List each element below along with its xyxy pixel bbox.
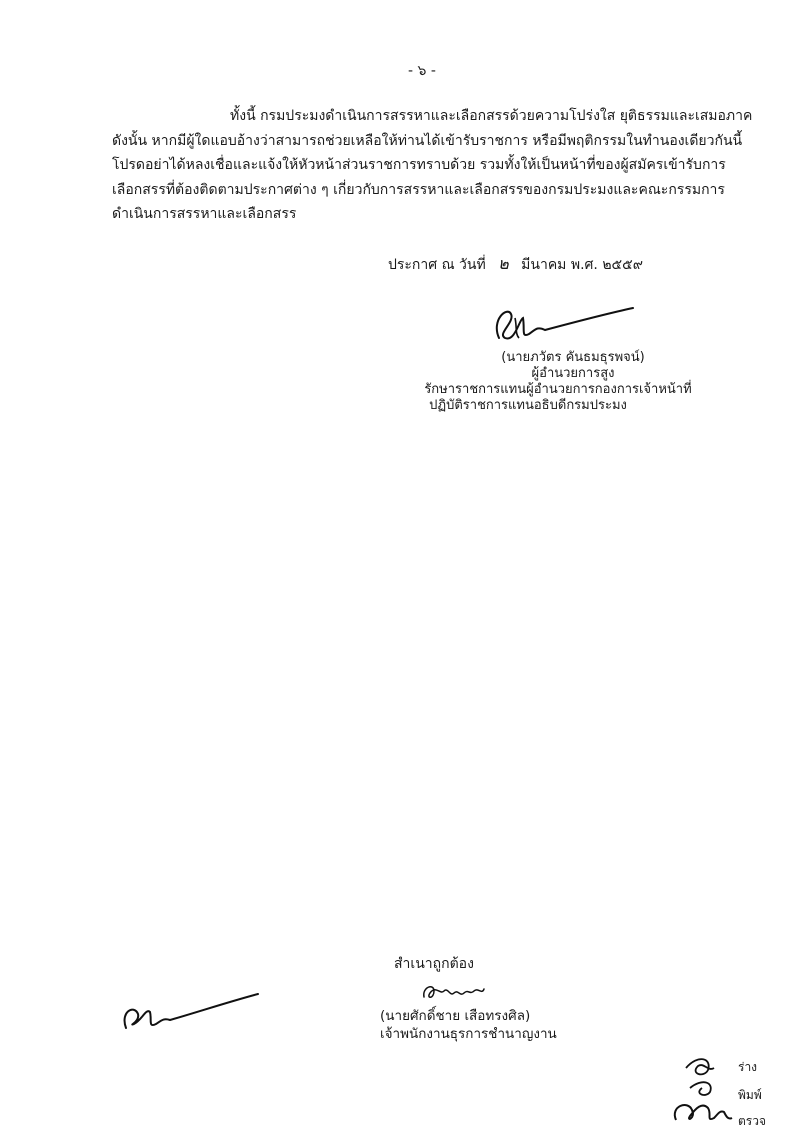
signatory-block xyxy=(408,350,708,414)
stamp-label-print: พิมพ์ xyxy=(738,1088,762,1102)
signatory-acting-line: รักษาราชการแทนผู้อำนวยการกองการเจ้าหน้าที่ xyxy=(424,382,692,397)
announcement-month-year: มีนาคม พ.ศ. ๒๕๕๙ xyxy=(521,257,643,273)
certification-label: สำเนาถูกต้อง xyxy=(394,956,474,972)
stamp-label-check: ตรวจ xyxy=(738,1114,767,1128)
body-line: ทั้งนี้ กรมประมงดำเนินการสรรหาและเลือกสรรด้วยความโปร่งใส ยุติธรรมและเสมอภาค xyxy=(230,108,753,124)
body-line: โปรดอย่าได้หลงเชื่อและแจ้งให้หัวหน้าส่วนราชการทราบด้วย รวมทั้งให้เป็นหน้าที่ของผู้สมัครเข้ารับการ xyxy=(112,157,726,174)
signature-main xyxy=(485,300,645,350)
certification-position: เจ้าพนักงานธุรการชำนาญงาน xyxy=(380,1026,557,1042)
signatory-title: ผู้อำนวยการสูง xyxy=(531,366,615,381)
body-paragraph xyxy=(112,104,753,227)
body-line: ดังนั้น หากมีผู้ใดแอบอ้างว่าสามารถช่วยเหลือให้ท่านได้เข้ารับราชการ หรือมีพฤติกรรมในทำนองเดียวกันนี้ xyxy=(112,132,743,149)
body-line: ดำเนินการสรรหาและเลือกสรร xyxy=(112,206,297,223)
page-number: - ๖ - xyxy=(408,63,436,79)
body-line: เลือกสรรที่ต้องติดตามประกาศต่าง ๆ เกี่ยวกับการสรรหาและเลือกสรรของกรมประมงและคณะกรรมการ xyxy=(112,181,725,198)
certification-block xyxy=(380,955,557,1043)
stamp-label-draft: ร่าง xyxy=(738,1060,758,1074)
certification-name: (นายศักดิ์ชาย เสือทรงศิล) xyxy=(380,1008,531,1024)
signatory-name: (นายภวัตร คันธมธุรพจน์) xyxy=(501,350,645,365)
announcement-day: ๒ xyxy=(498,254,509,273)
initials-stamp xyxy=(668,1052,738,1127)
announcement-prefix: ประกาศ ณ วันที่ xyxy=(388,257,486,273)
signature-left xyxy=(118,990,268,1035)
certification-signature xyxy=(420,977,490,1005)
announcement-date xyxy=(388,255,643,274)
signatory-acting-line: ปฏิบัติราชการแทนอธิบดีกรมประมง xyxy=(429,398,627,413)
